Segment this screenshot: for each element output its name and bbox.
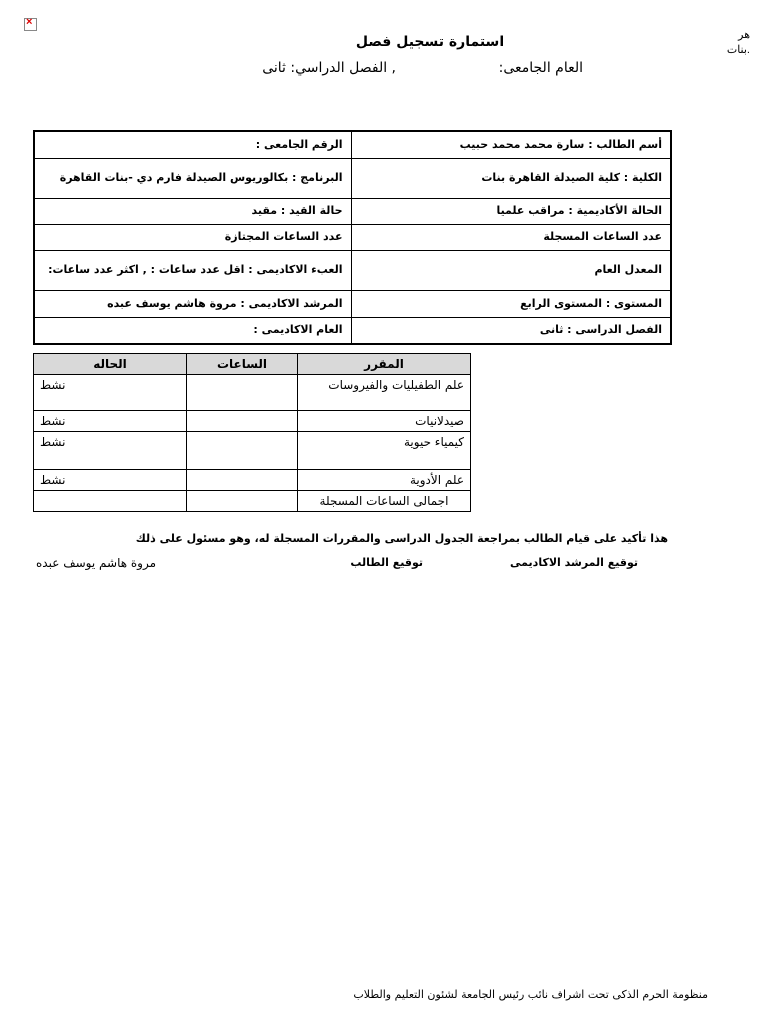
course-hours xyxy=(187,432,298,470)
corner-line-1: هر xyxy=(738,29,750,41)
course-name: علم الطفيليات والفيروسات xyxy=(298,375,471,411)
status-header: الحاله xyxy=(34,354,187,375)
academic-load: العبء الاكاديمى : اقل عدد ساعات : , اكثر عدد ساعات: xyxy=(34,250,351,290)
level: المستوى : المستوى الرابع xyxy=(351,290,671,317)
academic-status: الحالة الأكاديمية : مراقب علميا xyxy=(351,198,671,224)
faculty: الكلية : كلية الصيدلة القاهرة بنات xyxy=(351,158,671,198)
registered-hours: عدد الساعات المسجلة xyxy=(351,224,671,250)
enrollment-status: حالة القيد : مقيد xyxy=(34,198,351,224)
course-status: نشط xyxy=(34,375,187,411)
hours-header: الساعات xyxy=(187,354,298,375)
academic-year-cell: العام الاكاديمى : xyxy=(34,317,351,344)
total-empty-cell xyxy=(34,491,187,512)
passed-hours: عدد الساعات المجتازة xyxy=(34,224,351,250)
semester-label: , الفصل الدراسي: ثانى xyxy=(262,60,396,76)
total-hours-value xyxy=(187,491,298,512)
total-hours-label: اجمالى الساعات المسجلة xyxy=(298,491,471,512)
gpa: المعدل العام xyxy=(351,250,671,290)
course-name: كيمياء حيوية xyxy=(298,432,471,470)
form-title: استمارة تسجيل فصل xyxy=(355,34,505,50)
university-id: الرقم الجامعى : xyxy=(34,131,351,158)
table-row xyxy=(34,375,471,411)
advisor-name: مروة هاشم يوسف عبده xyxy=(36,556,156,570)
course-status: نشط xyxy=(34,470,187,491)
semester: الفصل الدراسى : ثانى xyxy=(351,317,671,344)
student-info-table xyxy=(33,130,672,345)
course-status: نشط xyxy=(34,411,187,432)
advisor: المرشد الاكاديمى : مروة هاشم يوسف عبده xyxy=(34,290,351,317)
course-hours xyxy=(187,375,298,411)
table-row xyxy=(34,411,471,432)
courses-table xyxy=(33,353,471,512)
course-name: صيدلانيات xyxy=(298,411,471,432)
footer-text: منظومة الحرم الذكى تحت اشراف نائب رئيس الجامعة لشئون التعليم والطلاب xyxy=(353,988,708,1001)
course-hours xyxy=(187,411,298,432)
course-hours xyxy=(187,470,298,491)
student-signature-label: توقيع الطالب xyxy=(350,556,423,569)
confirmation-note: هذا تأكيد على قيام الطالب بمراجعة الجدول الدراسى والمقررات المسجلة له، وهو مسئول على ذلك xyxy=(135,532,668,545)
course-header: المقرر xyxy=(298,354,471,375)
academic-year-label: العام الجامعى: xyxy=(498,60,583,76)
corner-line-2: .بنات xyxy=(726,44,750,56)
table-row xyxy=(34,491,471,512)
course-name: علم الأدوية xyxy=(298,470,471,491)
broken-image-icon: × xyxy=(24,18,37,31)
table-row xyxy=(34,470,471,491)
advisor-signature-label: توقيع المرشد الاكاديمى xyxy=(510,556,638,569)
course-status: نشط xyxy=(34,432,187,470)
program: البرنامج : بكالوريوس الصيدلة فارم دي -بنات القاهرة xyxy=(34,158,351,198)
table-row xyxy=(34,432,471,470)
student-name: أسم الطالب : سارة محمد محمد حبيب xyxy=(351,131,671,158)
